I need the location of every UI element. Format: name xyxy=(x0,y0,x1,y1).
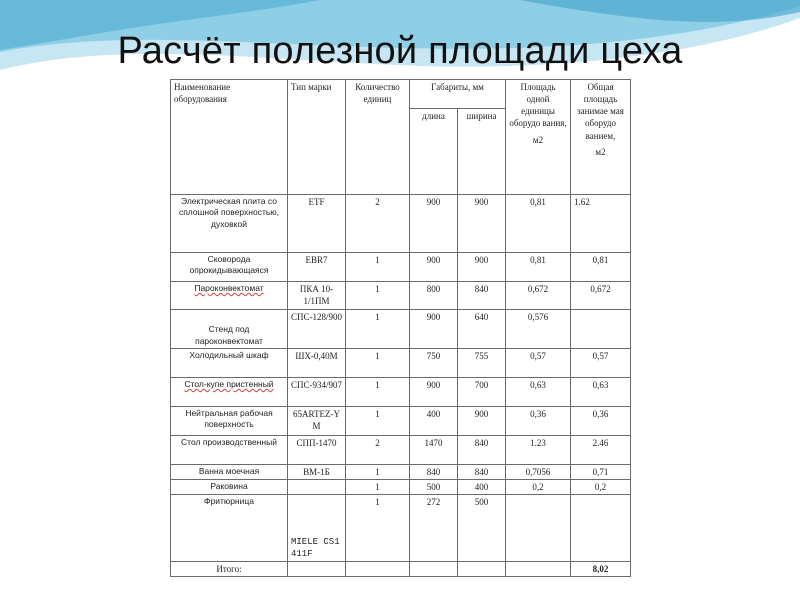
table-header-row xyxy=(171,80,631,109)
slide-title: Расчёт полезной площади цеха xyxy=(117,30,683,72)
cell-area-total xyxy=(571,310,631,349)
cell-name: Стол производственный xyxy=(171,436,288,465)
cell-type: СПП-1470 xyxy=(288,436,346,465)
cell-name: Пароконвектомат xyxy=(171,282,288,310)
cell-area-total: 0,63 xyxy=(571,378,631,407)
cell-name: Ванна моечная xyxy=(171,465,288,480)
cell-length: 500 xyxy=(410,480,458,495)
header-length: длина xyxy=(410,109,458,195)
table-row xyxy=(171,310,631,349)
cell-area-total: 0,2 xyxy=(571,480,631,495)
cell-length: 900 xyxy=(410,310,458,349)
cell-name: Раковина xyxy=(171,480,288,495)
table-row xyxy=(171,195,631,253)
cell-width: 900 xyxy=(458,195,506,253)
cell-area-total xyxy=(571,495,631,562)
header-area-total: Общая площадь занимае мая оборудо ванием, м2 xyxy=(571,80,631,195)
unit-m2: м2 xyxy=(532,134,544,145)
cell-qty: 1 xyxy=(346,282,410,310)
cell-width: 500 xyxy=(458,495,506,562)
cell-area-total: 0,36 xyxy=(571,407,631,436)
cell-empty xyxy=(346,562,410,577)
cell-qty: 1 xyxy=(346,465,410,480)
header-area-one: Площадь одной единицы оборудо вания, м2 xyxy=(506,80,571,195)
cell-name: Сковорода опрокидывающаяся xyxy=(171,253,288,282)
cell-width: 400 xyxy=(458,480,506,495)
cell-qty: 1 xyxy=(346,253,410,282)
cell-length: 1470 xyxy=(410,436,458,465)
cell-type: СПС-934/907 xyxy=(288,378,346,407)
cell-name: Нейтральная рабочая поверхность xyxy=(171,407,288,436)
equipment-area-table xyxy=(170,79,631,577)
cell-width: 900 xyxy=(458,407,506,436)
cell-qty: 1 xyxy=(346,495,410,562)
table-row xyxy=(171,480,631,495)
cell-length: 900 xyxy=(410,378,458,407)
cell-name: Стол-купе пристенный xyxy=(171,378,288,407)
cell-qty: 1 xyxy=(346,349,410,378)
cell-width: 840 xyxy=(458,282,506,310)
cell-empty xyxy=(410,562,458,577)
table-row xyxy=(171,378,631,407)
cell-area-total: 0,81 xyxy=(571,253,631,282)
cell-area-one: 0,81 xyxy=(506,253,571,282)
cell-qty: 1 xyxy=(346,480,410,495)
header-qty: Количество единиц xyxy=(346,80,410,195)
cell-width: 640 xyxy=(458,310,506,349)
header-name: Наименование оборудования xyxy=(171,80,288,195)
table-row xyxy=(171,465,631,480)
cell-area-one: 0,57 xyxy=(506,349,571,378)
cell-type: ШХ-0,40М xyxy=(288,349,346,378)
header-dims: Габариты, мм xyxy=(410,80,506,109)
cell-length: 750 xyxy=(410,349,458,378)
header-type: Тип марки xyxy=(288,80,346,195)
header-width: ширина xyxy=(458,109,506,195)
total-value: 8,02 xyxy=(571,562,631,577)
cell-width: 700 xyxy=(458,378,506,407)
cell-qty: 1 xyxy=(346,310,410,349)
cell-area-total: 2.46 xyxy=(571,436,631,465)
cell-qty: 2 xyxy=(346,195,410,253)
cell-area-total: 0,71 xyxy=(571,465,631,480)
cell-name: Электрическая плита со сплошной поверхностью, духовкой xyxy=(171,195,288,253)
table-row xyxy=(171,253,631,282)
table-row xyxy=(171,407,631,436)
cell-area-one: 0,2 xyxy=(506,480,571,495)
cell-name: Стенд под пароконвектомат xyxy=(171,310,288,349)
cell-empty xyxy=(288,562,346,577)
cell-width: 840 xyxy=(458,465,506,480)
cell-qty: 2 xyxy=(346,436,410,465)
table-row xyxy=(171,282,631,310)
cell-type: ПКА 10-1/1ПМ xyxy=(288,282,346,310)
table-row xyxy=(171,436,631,465)
unit-m2: м2 xyxy=(595,146,606,157)
table-row xyxy=(171,349,631,378)
cell-area-one: 0,81 xyxy=(506,195,571,253)
cell-type: MIELE CS1411F xyxy=(288,495,346,562)
cell-qty: 1 xyxy=(346,378,410,407)
cell-length: 400 xyxy=(410,407,458,436)
cell-length: 840 xyxy=(410,465,458,480)
cell-area-one: 1.23 xyxy=(506,436,571,465)
cell-area-one: 0,576 xyxy=(506,310,571,349)
cell-type xyxy=(288,480,346,495)
total-label: Итого: xyxy=(171,562,288,577)
cell-type: СПС-128/900 xyxy=(288,310,346,349)
cell-width: 840 xyxy=(458,436,506,465)
table-row xyxy=(171,495,631,562)
cell-area-one: 0,36 xyxy=(506,407,571,436)
table-total-row xyxy=(171,562,631,577)
cell-area-one: 0,7056 xyxy=(506,465,571,480)
cell-name: Холодильный шкаф xyxy=(171,349,288,378)
cell-width: 755 xyxy=(458,349,506,378)
cell-area-total: 1.62 xyxy=(571,195,631,253)
cell-type: ВМ-1Б xyxy=(288,465,346,480)
cell-length: 800 xyxy=(410,282,458,310)
cell-name: Фритюрница xyxy=(171,495,288,562)
cell-width: 900 xyxy=(458,253,506,282)
cell-area-total: 0,57 xyxy=(571,349,631,378)
cell-area-one: 0,63 xyxy=(506,378,571,407)
cell-area-one xyxy=(506,495,571,562)
cell-type: EBR7 xyxy=(288,253,346,282)
cell-empty xyxy=(458,562,506,577)
cell-length: 900 xyxy=(410,253,458,282)
cell-area-one: 0,672 xyxy=(506,282,571,310)
cell-area-total: 0,672 xyxy=(571,282,631,310)
cell-length: 900 xyxy=(410,195,458,253)
cell-empty xyxy=(506,562,571,577)
cell-type: 65ARTEZ-YM xyxy=(288,407,346,436)
cell-qty: 1 xyxy=(346,407,410,436)
cell-length: 272 xyxy=(410,495,458,562)
cell-type: ETF xyxy=(288,195,346,253)
